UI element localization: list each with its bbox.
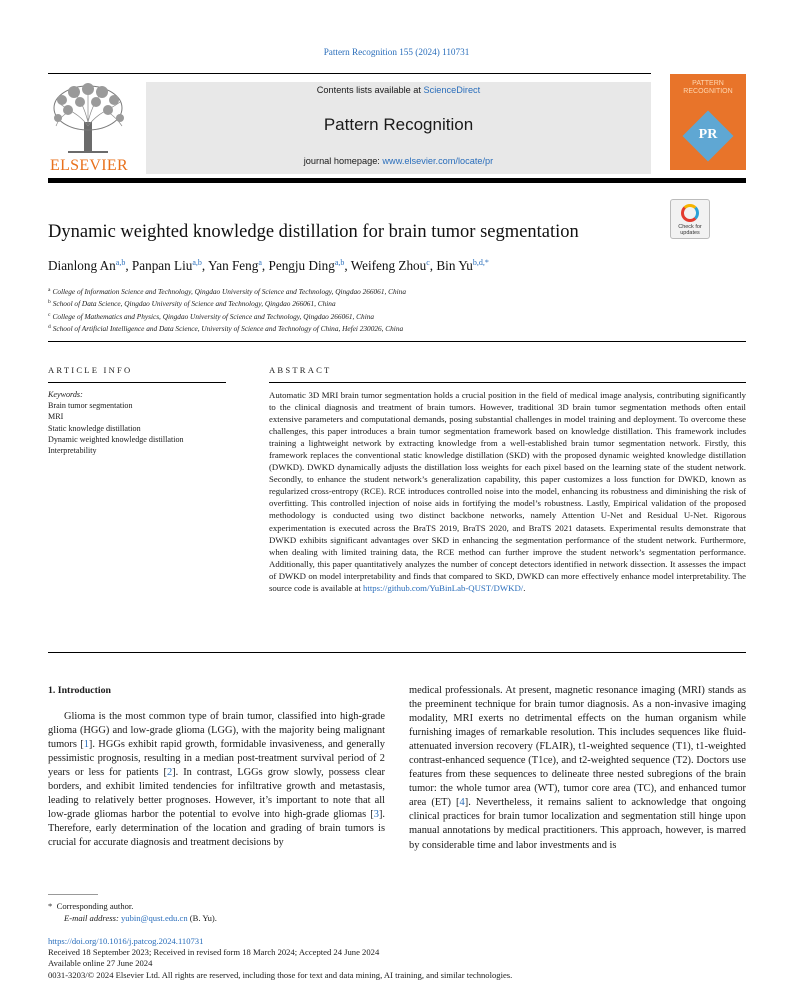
- homepage-prefix: journal homepage:: [303, 156, 380, 166]
- keyword-item: Dynamic weighted knowledge distillation: [48, 434, 184, 444]
- check-for-updates-label: Check for updates: [678, 224, 702, 236]
- paper-title: Dynamic weighted knowledge distillation for brain tumor segmentation: [48, 222, 579, 242]
- homepage-line: [146, 156, 651, 166]
- online-date: Available online 27 June 2024: [48, 958, 153, 969]
- affiliation-item: $^d$ School of Artificial Intelligence and Data Science, University of Science and Technology of China, Hefei 230026, China: [48, 323, 404, 333]
- elsevier-tree-icon: [48, 82, 130, 156]
- author-list: Dianlong An$^{a,b}$, Panpan Liu$^{a,b}$, Yan Feng$^a$, Pengju Ding$^{a,b}$, Weifeng Zhou$^c$, Bin $Yu^{b,d,*}$: [48, 258, 489, 273]
- keyword-item: Brain tumor segmentation: [48, 401, 133, 411]
- intro-right-column: [409, 684, 746, 853]
- received-dates: Received 18 September 2023; Received in revised form 18 March 2024; Accepted 24 June 2024: [48, 947, 380, 958]
- keyword-item: Interpretability: [48, 446, 97, 456]
- author-name[interactable]: Bin Yu: [436, 258, 473, 273]
- abstract-rule: [269, 382, 746, 383]
- doi-link[interactable]: https://doi.org/10.1016/j.patcog.2024.110731: [48, 936, 204, 946]
- abstract-heading: ABSTRACT: [269, 365, 332, 375]
- email-note: E-mail address: yubin@qust.edu.cn (B. Yu).: [64, 913, 217, 923]
- keywords-label: Keywords:: [48, 390, 83, 399]
- citation-link[interactable]: 2: [166, 767, 173, 779]
- keyword-item: MRI: [48, 412, 64, 422]
- article-info-rule: [48, 382, 226, 383]
- citation-link[interactable]: 1: [83, 739, 89, 751]
- author-name[interactable]: Panpan Liu: [131, 258, 193, 273]
- author-affil-sup[interactable]: c: [426, 258, 430, 267]
- intro-left-column: [48, 684, 385, 851]
- abstract-text: Automatic 3D MRI brain tumor segmentation holds a crucial position in the field of medical image analysis, contributing significantly to the clinical diagnosis and treatment of brain tumors. However, traditional 3D brain tumor segmentation methods often entail extensive parameters and computational demands, posing substantial challenges in model training and deployment. To overcome these challenges, this paper introduces a brain tumor segmentation framework based on knowledge distillation. This framework includes training a lightweight network by extracting knowledge from a well-established brain tumor segmentation network. Firstly, this framework replaces the conventional static knowledge distillation (SKD) with the proposed dynamic weighted knowledge distillation (DWKD). DWKD dynamically adjusts the distillation loss weights for each pixel based on the learning state of the student network. Secondly, to enhance the student network’s generalization capability, this paper customizes a loss function for DWKD, known as regularized cross-entropy (RCE). RCE introduces controlled noise into the model, enhancing its robustness and diminishing the risk of overfitting. This controlled injection of noise aids in fortifying the model’s robustness. Lastly, Empirical validation of the proposed methodology is conducted using two distinct backbone networks, namely Attention U-Net and Residual U-Net. Rigorous experimentation is executed across the BraTS 2019, BraTS 2020, and BraTS 2021 datasets. Experimental results demonstrate that DWKD exhibits significant advantages over SKD in enhancing the segmentation performance of the student network. Furthermore, when dealing with limited training data, the RCE method can further improve the student network’s segmentation performance. Additionally, this paper quantitatively analyzes the number of concept detectors identified in network dissection. It assesses the impact of DWKD on model interpretability and finds that compared to SKD, DWKD can more effectively enhance model interpretability. The source code is available at https://github.com/YuBinLab-QUST/DWKD/.: [269, 390, 746, 593]
- elsevier-logo: [48, 82, 130, 174]
- keyword-item: Static knowledge distillation: [48, 423, 141, 433]
- homepage-link[interactable]: www.elsevier.com/locate/pr: [382, 156, 494, 166]
- author-name[interactable]: Yan Feng: [208, 258, 259, 273]
- article-meta: [48, 936, 512, 981]
- intro-paragraph: medical professionals. At present, magnetic resonance imaging (MRI) stands as the preeminent technique for brain tumor diagnosis. As a non-invasive imaging modality, MRI exerts no detrimental effects on the human organism while furnishing images of remarkable resolution. This includes sequences like fluid-attenuated inversion recovery (FLAIR), t1-weighted sequence (T1), t1-weighted contrast-enhanced sequence (T1ce), and t2-weighted sequence (T2). Doctors use features from these sequences to delineate three nested subregions of the brain tumor: the whole tumor area (WT), tumor core area (TC), and enhanced tumor area (ET) [4]. Nevertheless, it remains salient to acknowledge that ongoing clinical practices for brain tumor localization and segmentation still hinge upon manual annotations by medical practitioners. This approach, however, is marred by considerable time and labor investments and is: [409, 685, 746, 851]
- journal-header-band: [146, 82, 651, 174]
- copyright-line: 0031-3203/© 2024 Elsevier Ltd. All rights are reserved, including those for text and data mining, AI training, and similar technologies.: [48, 969, 513, 980]
- keywords-list: [48, 389, 184, 456]
- abstract-bottom-rule: [48, 652, 746, 653]
- affiliation-item: $^b$ School of Data Science, Qingdao University of Science and Technology, Qingdao 266061, China: [48, 299, 336, 309]
- author-name[interactable]: Pengju Ding: [268, 258, 335, 273]
- source-code-link[interactable]: https://github.com/YuBinLab-QUST/DWKD/: [363, 582, 524, 593]
- check-for-updates-icon: [681, 204, 699, 222]
- affiliation-item: $^a$ College of Information Science and Technology, Qingdao University of Science and Technology, Qingdao 266061, China: [48, 287, 406, 296]
- affiliation-item: $^c$ College of Mathematics and Physics, Qingdao University of Science and Technology, Qingdao 266061, China: [48, 311, 375, 321]
- article-info-heading: ARTICLE INFO: [48, 365, 133, 375]
- header-top-rule: [48, 73, 651, 74]
- footnotes: [48, 900, 217, 924]
- author-affil-sup[interactable]: a,b: [334, 258, 345, 267]
- author-name[interactable]: Dianlong An: [48, 258, 116, 273]
- citation-link[interactable]: 3: [373, 809, 379, 821]
- journal-reference-link[interactable]: Pattern Recognition 155 (2024) 110731: [323, 47, 470, 57]
- intro-heading: 1. Introduction: [48, 685, 111, 696]
- author-name[interactable]: Weifeng Zhou: [350, 258, 427, 273]
- affiliations: [48, 285, 406, 334]
- author-affil-sup[interactable]: a: [258, 258, 262, 267]
- author-affil-sup[interactable]: a,b: [115, 258, 126, 267]
- contents-prefix: Contents lists available at: [316, 85, 421, 95]
- elsevier-wordmark: ELSEVIER: [50, 157, 128, 174]
- contents-line: [146, 85, 651, 95]
- header-thick-rule: [48, 178, 746, 183]
- check-for-updates-button[interactable]: [670, 199, 710, 239]
- intro-paragraph: Glioma is the most common type of brain tumor, classified into high-grade glioma (HGG) and low-grade glioma (LGG), with the majority being malignant tumors [1]. HGGs exhibit rapid growth, formidable invasiveness, and generally pessimistic prognosis, resulting in a median post-treatment survival period of 2 years or less for patients [2]. In contrast, LGGs grow slowly, possess clear borders, and exhibit limited tendencies for infiltrative growth and metastasis, leading to relatively better prognoses. However, it’s important to note that all low-grade gliomas harbor the potential to evolve into high-grade gliomas [3]. Therefore, early determination of the location and grading of brain tumors is crucial for accurate diagnosis and treatment decisions by: [48, 711, 386, 849]
- author-affil-sup[interactable]: a,b: [192, 258, 202, 267]
- journal-name: Pattern Recognition: [323, 115, 474, 134]
- citation-link[interactable]: 4: [459, 797, 465, 809]
- email-link[interactable]: yubin@qust.edu.cn: [120, 913, 188, 923]
- journal-cover-image[interactable]: [670, 74, 746, 170]
- corresponding-author-note: * Corresponding author.: [48, 901, 134, 911]
- section-rule: [48, 341, 746, 342]
- cover-title: PATTERN RECOGNITION: [683, 80, 733, 95]
- author-affil-sup[interactable]: b,d,*: [472, 258, 489, 267]
- footnote-rule: [48, 894, 98, 895]
- sciencedirect-link[interactable]: ScienceDirect: [423, 85, 481, 95]
- cover-monogram: PR: [698, 127, 718, 142]
